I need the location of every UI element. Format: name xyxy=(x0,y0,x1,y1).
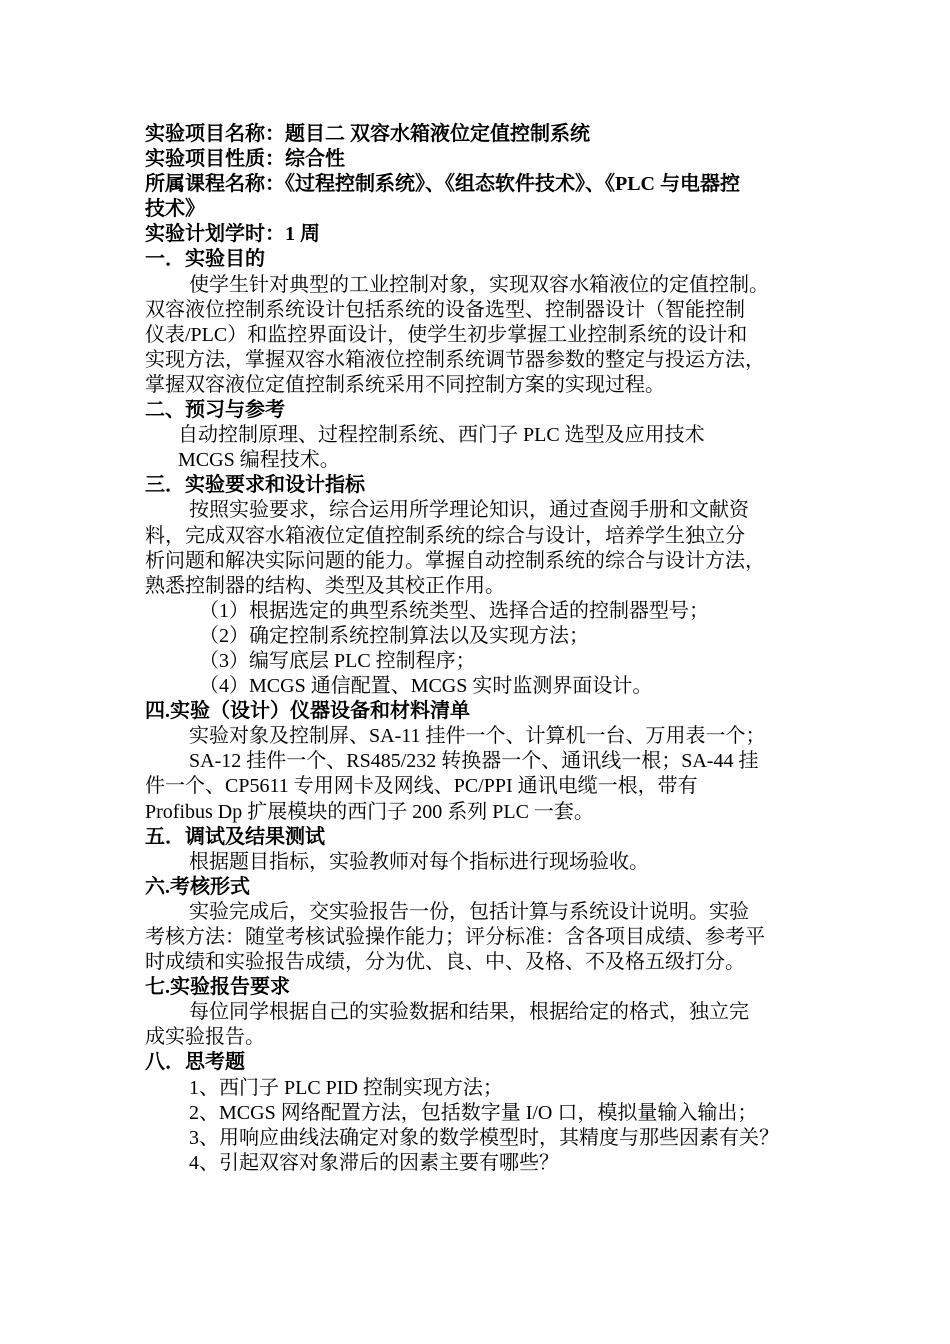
purpose-line: 仪表/PLC）和监控界面设计，使学生初步掌握工业控制系统的设计和 xyxy=(145,323,748,346)
equipment-line: SA-12 挂件一个、RS485/232 转换器一个、通讯线一根；SA-44 挂 xyxy=(189,750,759,773)
question-item: 1、西门子 PLC PID 控制实现方法； xyxy=(189,1076,503,1099)
equipment-line: 件一个、CP5611 专用网卡及网线、PC/PPI 通讯电缆一根，带有 xyxy=(145,775,698,798)
question-item: 2、MCGS 网络配置方法，包括数字量 I/O 口，模拟量输入输出； xyxy=(189,1101,758,1124)
requirements-item: （4）MCGS 通信配置、MCGS 实时监测界面设计。 xyxy=(199,675,653,698)
section-title-questions: 八．思考题 xyxy=(145,1051,245,1074)
assessment-line: 考核方法：随堂考核试验操作能力；评分标准：含各项目成绩、参考平 xyxy=(145,926,765,948)
section-title-testing: 五．调试及结果测试 xyxy=(145,825,325,848)
preview-line: 自动控制原理、过程控制系统、西门子 PLC 选型及应用技术 xyxy=(178,424,705,447)
course-name-line1: 所属课程名称：《过程控制系统》、《组态软件技术》、《PLC 与电器控 xyxy=(145,173,740,196)
section-title-assessment: 六.考核形式 xyxy=(145,875,250,898)
project-nature: 实验项目性质：综合性 xyxy=(145,148,345,171)
purpose-line: 使学生针对典型的工业控制对象，实现双容水箱液位的定值控制。 xyxy=(189,273,769,296)
requirements-item: （3）编写底层 PLC 控制程序； xyxy=(199,649,476,672)
requirements-line: 熟悉控制器的结构、类型及其校正作用。 xyxy=(145,574,505,597)
purpose-line: 掌握双容液位定值控制系统采用不同控制方案的实现过程。 xyxy=(145,373,665,396)
section-title-preview: 二、预习与参考 xyxy=(145,399,285,422)
equipment-line: Profibus Dp 扩展模块的西门子 200 系列 PLC 一套。 xyxy=(145,800,594,823)
purpose-line: 实现方法，掌握双容水箱液位控制系统调节器参数的整定与投运方法， xyxy=(145,348,765,371)
course-name-line2: 技术》 xyxy=(145,198,205,221)
assessment-line: 实验完成后，交实验报告一份，包括计算与系统设计说明。实验 xyxy=(189,900,749,923)
question-item: 3、用响应曲线法确定对象的数学模型时，其精度与那些因素有关？ xyxy=(189,1126,779,1149)
report-line: 每位同学根据自己的实验数据和结果，根据给定的格式，独立完 xyxy=(189,1001,749,1024)
requirements-line: 料，完成双容水箱液位定值控制系统的综合与设计，培养学生独立分 xyxy=(145,524,745,547)
section-title-report: 七.实验报告要求 xyxy=(145,976,290,999)
section-title-requirements: 三．实验要求和设计指标 xyxy=(145,474,365,497)
section-title-purpose: 一．实验目的 xyxy=(145,248,265,271)
equipment-line: 实验对象及控制屏、SA-11 挂件一个、计算机一台、万用表一个； xyxy=(189,725,766,748)
section-title-equipment: 四.实验（设计）仪器设备和材料清单 xyxy=(145,700,470,723)
question-item: 4、引起双容对象滞后的因素主要有哪些？ xyxy=(189,1151,559,1174)
requirements-line: 按照实验要求，综合运用所学理论知识，通过查阅手册和文献资 xyxy=(189,499,749,522)
project-name: 实验项目名称：题目二 双容水箱液位定值控制系统 xyxy=(145,123,590,145)
requirements-line: 析问题和解决实际问题的能力。掌握自动控制系统的综合与设计方法， xyxy=(145,549,765,572)
document-page xyxy=(145,122,817,1176)
planned-hours: 实验计划学时：1 周 xyxy=(145,223,320,246)
requirements-item: （1）根据选定的典型系统类型、选择合适的控制器型号； xyxy=(199,599,709,622)
preview-line: MCGS 编程技术。 xyxy=(178,449,340,472)
assessment-line: 时成绩和实验报告成绩，分为优、良、中、及格、不及格五级打分。 xyxy=(145,951,745,974)
report-line: 成实验报告。 xyxy=(145,1026,265,1049)
purpose-line: 双容液位控制系统设计包括系统的设备选型、控制器设计（智能控制 xyxy=(145,298,745,321)
testing-line: 根据题目指标，实验教师对每个指标进行现场验收。 xyxy=(189,850,649,873)
requirements-item: （2）确定控制系统控制算法以及实现方法； xyxy=(199,624,589,647)
